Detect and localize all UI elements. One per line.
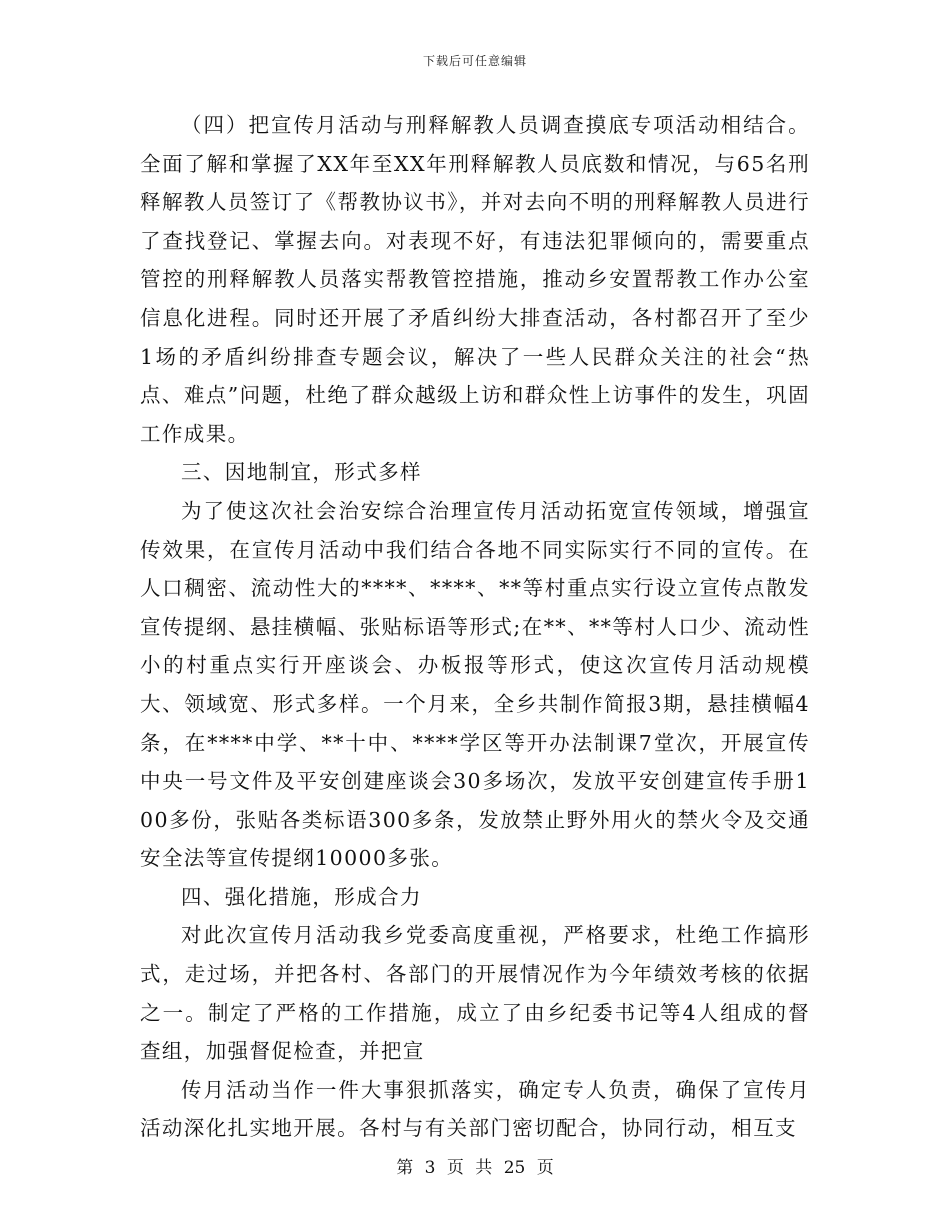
paragraph-section-4: （四）把宣传月活动与刑释解教人员调查摸底专项活动相结合。全面了解和掌握了XX年至XX年刑释解教人员底数和情况，与65名刑释解教人员签订了《帮教协议书》，并对去向不明的刑释解教人员进行了查找登记、掌握去向。对表现不好，有违法犯罪倾向的，需要重点管控的刑释解教人员落实帮教管控措施，推动乡安置帮教工作办公室信息化进程。同时还开展了矛盾纠纷大排查活动，各村都召开了至少1场的矛盾纠纷排查专题会议，解决了一些人民群众关注的社会“热点、难点”问题，杜绝了群众越级上访和群众性上访事件的发生，巩固工作成果。 xyxy=(140,113,810,446)
page-header: 下载后可任意编辑 xyxy=(422,54,527,68)
paragraph-implementation: 传月活动当作一件大事狠抓落实，确定专人负责，确保了宣传月活动深化扎实地开展。各村与有关部门密切配合，协同行动，相互支 xyxy=(140,1077,810,1141)
paragraph-publicity-forms: 为了使这次社会治安综合治理宣传月活动拓宽宣传领域，增强宣传效果，在宣传月活动中我们结合各地不同实际实行不同的宣传。在人口稠密、流动性大的****、****、**等村重点实行设立宣传点散发宣传提纲、悬挂横幅、张贴标语等形式;在**、**等村人口少、流动性小的村重点实行开座谈会、办板报等形式，使这次宣传月活动规模大、领域宽、形式多样。一个月来，全乡共制作简报3期，悬挂横幅4条，在****中学、**十中、****学区等开办法制课7堂次，开展宣传中央一号文件及平安创建座谈会30多场次，发放平安创建宣传手册100多份，张贴各类标语300多条，发放禁止野外用火的禁火令及交通安全法等宣传提纲10000多张。 xyxy=(140,498,810,871)
paragraph-measures: 对此次宣传月活动我乡党委高度重视，严格要求，杜绝工作搞形式，走过场，并把各村、各部门的开展情况作为今年绩效考核的依据之一。制定了严格的工作措施，成立了由乡纪委书记等4人组成的督查组，加强督促检查，并把宣 xyxy=(140,923,810,1064)
heading-section-four: 四、强化措施，形成合力 xyxy=(181,884,422,909)
page-number-footer: 第 3 页 共 25 页 xyxy=(396,1158,554,1178)
heading-section-three: 三、因地制宜，形式多样 xyxy=(181,460,422,485)
document-body xyxy=(140,106,810,1148)
